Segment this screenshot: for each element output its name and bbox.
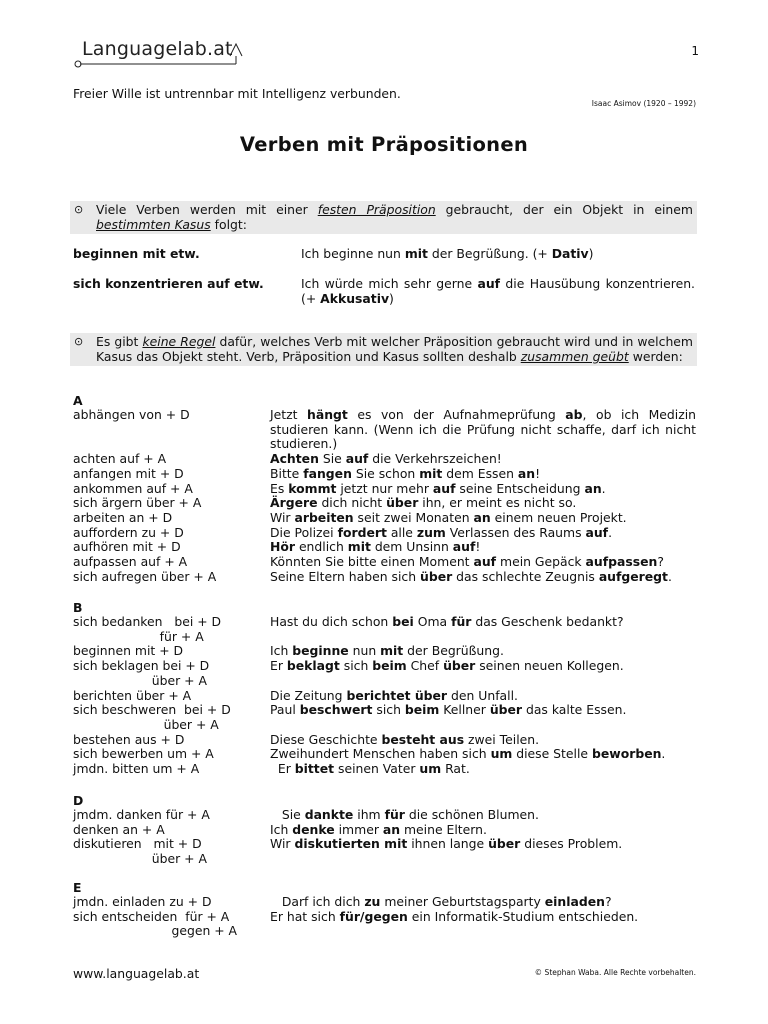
example-sentence: Zweihundert Menschen haben sich um diese Stelle beworben. bbox=[270, 746, 666, 762]
bullet-icon: ⊙ bbox=[74, 335, 84, 348]
example-sentence: Seine Eltern haben sich über das schlechte Zeugnis aufgeregt. bbox=[270, 568, 672, 584]
example-sentence: Jetzt hängt es von der Aufnahmeprüfung ab, ob ich Medizin studieren kann. (Wenn ich die Prüfung nicht schaffe, darf ich nicht studieren.) bbox=[270, 407, 700, 452]
verb-with-preposition: abhängen von + D bbox=[73, 407, 190, 422]
example-sentence: Wir diskutierten mit ihnen lange über dieses Problem. bbox=[270, 836, 623, 852]
example-sentence: Darf ich dich zu meiner Geburtstagsparty einladen? bbox=[270, 894, 612, 909]
example-sentence: Bitte fangen Sie schon mit dem Essen an! bbox=[270, 465, 541, 481]
example-sentence: Achten Sie auf die Verkehrszeichen! bbox=[270, 451, 502, 467]
example-sentence: Wir arbeiten seit zwei Monaten an einem neuen Projekt. bbox=[270, 509, 627, 525]
example-sentence: Hast du dich schon bei Oma für das Geschenk bedankt? bbox=[270, 614, 624, 629]
quote: Freier Wille ist untrennbar mit Intelligenz verbunden. bbox=[73, 86, 401, 101]
example-sentence: Die Polizei fordert alle zum Verlassen des Raums auf. bbox=[270, 524, 613, 540]
info-box-text: Es gibt keine Regel dafür, welches Verb mit welcher Präposition gebraucht wird und in welchem Kasus das Objekt steht. Verb, Präposition und Kasus sollten deshalb zusammen geübt werden: bbox=[96, 334, 693, 364]
example-sentence: Ärgere dich nicht über ihn, er meint es nicht so. bbox=[270, 495, 577, 511]
verb-with-preposition: sich bewerben um + A bbox=[73, 746, 214, 762]
verb-with-preposition: jmdm. danken für + A bbox=[73, 807, 210, 822]
verb-with-preposition: sich bedanken bei + D für + A bbox=[73, 614, 222, 644]
verb-with-preposition: bestehen aus + D bbox=[73, 731, 185, 747]
example-sentence: Er bittet seinen Vater um Rat. bbox=[270, 761, 470, 776]
verb-with-preposition: sich beschweren bei + D über + A bbox=[73, 702, 231, 732]
verb-with-preposition: sich beklagen bei + D über + A bbox=[73, 658, 210, 688]
info-box-fixed-preposition bbox=[70, 201, 697, 234]
verb-with-preposition: aufhören mit + D bbox=[73, 539, 181, 555]
footer-copyright: © Stephan Waba. Alle Rechte vorbehalten. bbox=[534, 968, 696, 977]
example-sentence: Diese Geschichte besteht aus zwei Teilen. bbox=[270, 731, 540, 747]
section-letter: B bbox=[73, 600, 83, 615]
footer-website: www.languagelab.at bbox=[73, 966, 200, 981]
bullet-icon: ⊙ bbox=[74, 203, 84, 216]
verb-with-preposition: beginnen mit + D bbox=[73, 643, 184, 659]
example-sentence: Die Zeitung berichtet über den Unfall. bbox=[270, 687, 518, 703]
example-sentence: Könnten Sie bitte einen Moment auf mein Gepäck aufpassen? bbox=[270, 554, 664, 569]
info-box-text: Viele Verben werden mit einer festen Präposition gebraucht, der ein Objekt in einem bestimmten Kasus folgt: bbox=[96, 202, 693, 232]
section-letter: A bbox=[73, 393, 83, 408]
verb-with-preposition: aufpassen auf + A bbox=[73, 554, 188, 569]
page-title: Verben mit Präpositionen bbox=[239, 133, 529, 156]
verb-with-preposition: achten auf + A bbox=[73, 451, 167, 467]
example-sentence: Es kommt jetzt nur mehr auf seine Entscheidung an. bbox=[270, 480, 606, 496]
example-sentence: Ich beginne nun mit der Begrüßung. (+ Dativ) bbox=[301, 246, 594, 261]
example-sentence: Sie dankte ihm für die schönen Blumen. bbox=[270, 807, 539, 822]
verb-with-preposition: sich aufregen über + A bbox=[73, 568, 217, 584]
section-letter: D bbox=[73, 793, 84, 808]
verb-with-preposition: auffordern zu + D bbox=[73, 524, 184, 540]
logo-text: Languagelab.at bbox=[82, 38, 233, 60]
example-sentence: Er beklagt sich beim Chef über seinen neuen Kollegen. bbox=[270, 658, 624, 674]
verb-with-preposition: jmdn. bitten um + A bbox=[73, 761, 200, 776]
verb-with-preposition: ankommen auf + A bbox=[73, 480, 193, 496]
example-sentence: Ich beginne nun mit der Begrüßung. bbox=[270, 643, 504, 659]
section-letter: E bbox=[73, 880, 82, 895]
example-sentence: Hör endlich mit dem Unsinn auf! bbox=[270, 539, 481, 555]
verb-with-preposition: anfangen mit + D bbox=[73, 465, 184, 481]
logo bbox=[72, 34, 247, 74]
example-sentence: Er hat sich für/gegen ein Informatik-Studium entschieden. bbox=[270, 908, 639, 924]
info-box-no-rule bbox=[70, 333, 697, 366]
verb-with-preposition: sich ärgern über + A bbox=[73, 495, 202, 511]
verb-with-preposition: arbeiten an + D bbox=[73, 509, 173, 525]
example-sentence: Paul beschwert sich beim Kellner über das kalte Essen. bbox=[270, 702, 627, 718]
example-sentence: Ich denke immer an meine Eltern. bbox=[270, 821, 487, 837]
verb-with-preposition: berichten über + A bbox=[73, 687, 192, 703]
example-verb: sich konzentrieren auf etw. bbox=[73, 276, 264, 291]
example-sentence: Ich würde mich sehr gerne auf die Hausübung konzentrieren. (+ Akkusativ) bbox=[301, 276, 695, 306]
page-number: 1 bbox=[691, 44, 699, 58]
verb-with-preposition: sich entscheiden für + A gegen + A bbox=[73, 908, 238, 939]
quote-author: Isaac Asimov (1920 – 1992) bbox=[591, 99, 696, 108]
verb-with-preposition: denken an + A bbox=[73, 821, 165, 837]
verb-with-preposition: jmdn. einladen zu + D bbox=[73, 894, 212, 909]
example-verb: beginnen mit etw. bbox=[73, 246, 200, 261]
verb-with-preposition: diskutieren mit + D über + A bbox=[73, 836, 207, 867]
